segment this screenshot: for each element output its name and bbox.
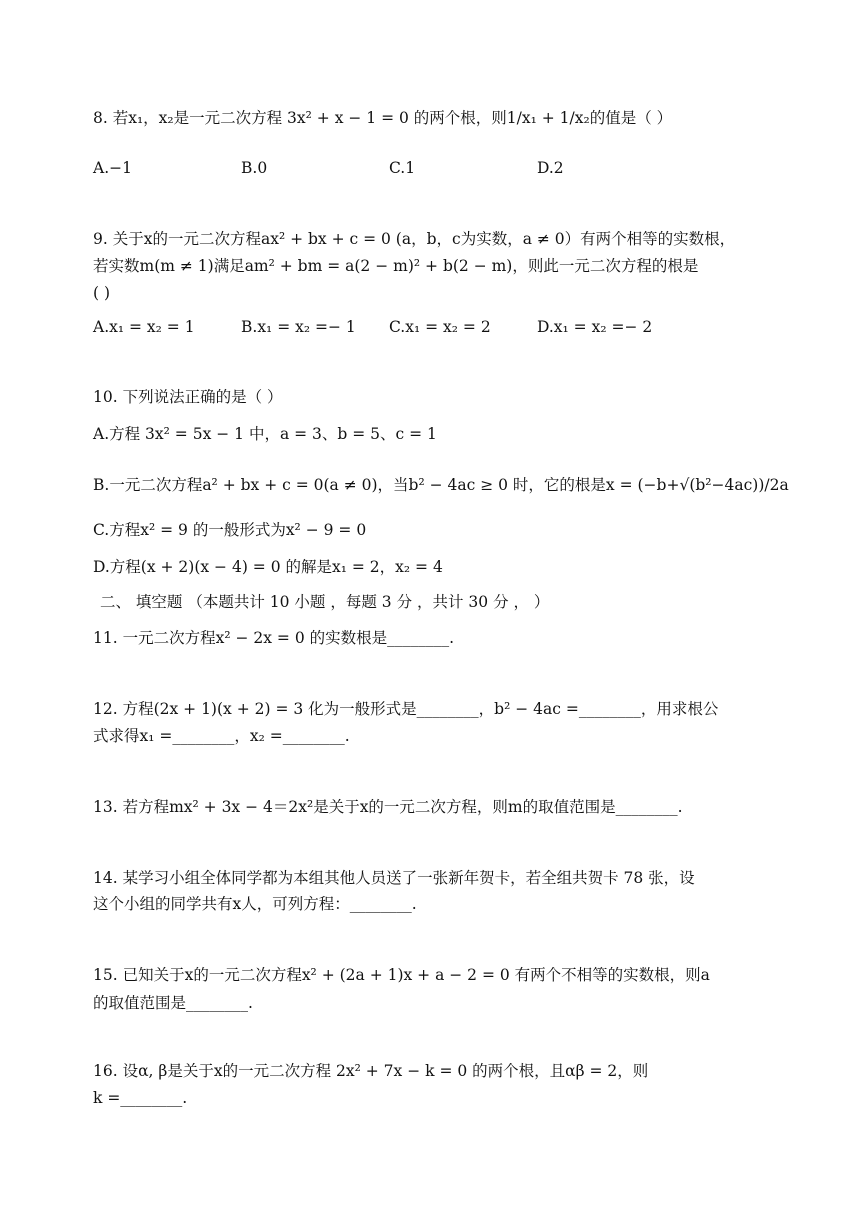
section-title-fill-in: 二、 填空题 （本题共计 10 小题 ，每题 3 分 ，共计 30 分 ， ） xyxy=(100,593,550,611)
q9-stem-line3: ( ) xyxy=(93,284,111,302)
q9-option-a: A.x₁ = x₂ = 1 xyxy=(93,318,195,336)
q8-option-b: B.0 xyxy=(241,159,268,177)
q8-option-c: C.1 xyxy=(389,159,416,177)
q9-stem-line2: 若实数m(m ≠ 1)满足am² + bm = a(2 − m)² + b(2 − m)，则此一元二次方程的根是 xyxy=(93,257,699,275)
q15-line2: 的取值范围是________. xyxy=(93,994,253,1012)
q9-option-d: D.x₁ = x₂ =− 2 xyxy=(537,318,653,336)
q10-option-a: A.方程 3x² = 5x − 1 中，a = 3、b = 5、c = 1 xyxy=(93,425,437,443)
q9-stem-line1: 9. 关于x的一元二次方程ax² + bx + c = 0 (a，b，c为实数，a ≠ 0）有两个相等的实数根， xyxy=(93,230,736,248)
q12-line2: 式求得x₁ =________，x₂ =________. xyxy=(93,727,350,745)
q12-line1: 12. 方程(2x + 1)(x + 2) = 3 化为一般形式是________，b² − 4ac =________，用求根公 xyxy=(93,700,719,718)
q9-option-b: B.x₁ = x₂ =− 1 xyxy=(241,318,356,336)
q15-line1: 15. 已知关于x的一元二次方程x² + (2a + 1)x + a − 2 = 0 有两个不相等的实数根，则a xyxy=(93,966,710,984)
q8-stem: 8. 若x₁，x₂是一元二次方程 3x² + x − 1 = 0 的两个根，则1/x₁ + 1/x₂的值是（ ） xyxy=(93,109,673,127)
q10-option-d: D.方程(x + 2)(x − 4) = 0 的解是x₁ = 2，x₂ = 4 xyxy=(93,558,443,576)
q13: 13. 若方程mx² + 3x − 4＝2x²是关于x的一元二次方程，则m的取值范围是________. xyxy=(93,798,683,816)
q9-option-c: C.x₁ = x₂ = 2 xyxy=(389,318,491,336)
q8-option-d: D.2 xyxy=(537,159,564,177)
q10-option-b: B.一元二次方程a² + bx + c = 0(a ≠ 0)，当b² − 4ac ≥ 0 时，它的根是x = (−b+√(b²−4ac))/2a xyxy=(93,476,789,494)
q10-stem: 10. 下列说法正确的是（ ） xyxy=(93,388,283,406)
q16-line2: k =________. xyxy=(93,1089,188,1107)
q11: 11. 一元二次方程x² − 2x = 0 的实数根是________. xyxy=(93,629,455,647)
q10-option-c: C.方程x² = 9 的一般形式为x² − 9 = 0 xyxy=(93,521,367,539)
q8-options xyxy=(93,158,793,178)
q9-options xyxy=(93,317,793,337)
q14-line1: 14. 某学习小组全体同学都为本组其他人员送了一张新年贺卡，若全组共贺卡 78 张，设 xyxy=(93,869,695,887)
q8-option-a: A.−1 xyxy=(93,159,132,177)
q16-line1: 16. 设α, β是关于x的一元二次方程 2x² + 7x − k = 0 的两个根，且αβ = 2，则 xyxy=(93,1062,649,1080)
q14-line2: 这个小组的同学共有x人，可列方程：________. xyxy=(93,895,417,913)
